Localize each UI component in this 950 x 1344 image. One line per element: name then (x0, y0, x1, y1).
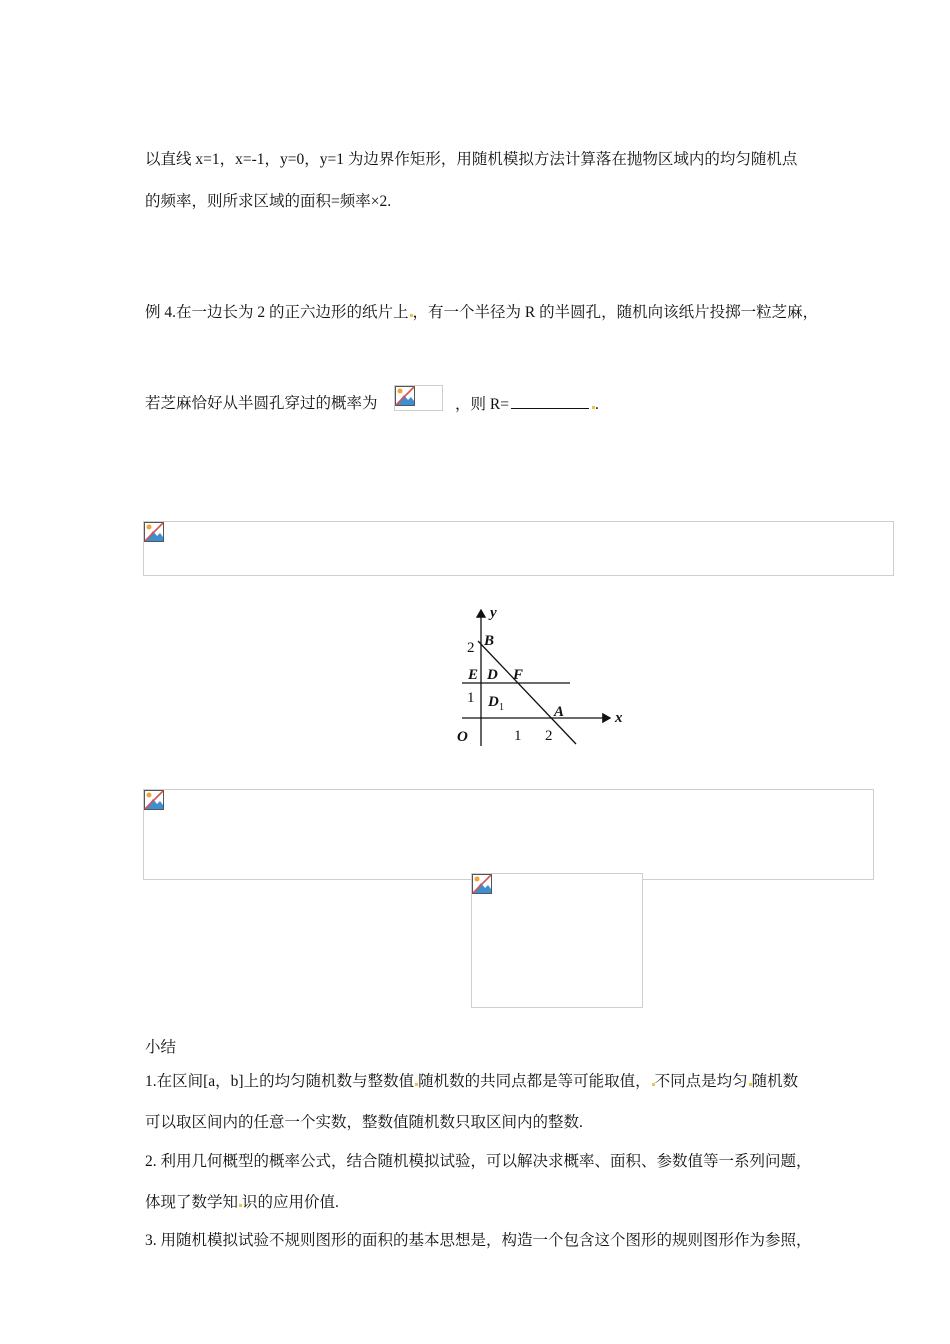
diagonal-line (478, 641, 576, 744)
example-text: ，则 R= (455, 396, 509, 413)
summary-text: 1.在区间[a，b]上的均匀随机数与整数值 (145, 1073, 415, 1090)
summary-text: 随机数 (751, 1073, 799, 1090)
point-f-label: F (513, 667, 524, 683)
summary-title: 小结 (145, 1039, 177, 1056)
solution-image (143, 789, 874, 880)
broken-image-icon (395, 386, 415, 406)
region-d1-subscript: 1 (499, 702, 504, 713)
summary-line: 3. 用随机模拟试验不规则图形的面积的基本思想是，构造一个包含这个图形的规则图形作为参照， (145, 1232, 812, 1249)
region-d1-label: D (488, 694, 499, 710)
paragraph-line: 以直线 x=1，x=-1，y=0，y=1 为边界作矩形，用随机模拟方法计算落在抛物区域内的均匀随机点 (145, 151, 798, 168)
answer-blank[interactable] (511, 394, 589, 409)
summary-line: 可以取区间内的任意一个实数，整数值随机数只取区间内的整数. (145, 1114, 583, 1131)
summary-line (145, 1072, 798, 1092)
point-a-label: A (554, 704, 565, 720)
broken-image-icon (472, 874, 492, 894)
point-d-label: D (487, 667, 498, 683)
origin-label: O (457, 729, 468, 745)
example-text: 例 4.在一边长为 2 的正六边形的纸片上 (145, 304, 409, 321)
example-line (455, 394, 599, 415)
example-line (145, 394, 378, 414)
y-axis-label: y (490, 605, 497, 621)
summary-text: 识的应用价值. (242, 1194, 339, 1211)
tick-x2: 2 (545, 728, 553, 744)
summary-text: 不同点是均匀 (654, 1073, 748, 1090)
solution-image (143, 521, 894, 576)
broken-image-icon (144, 790, 164, 810)
summary-line: 2. 利用几何概型的概率公式，结合随机模拟试验，可以解决求概率、面积、参数值等一系列问题， (145, 1153, 812, 1170)
tick-y2: 2 (467, 640, 475, 656)
summary-text: 随机数的共同点都是等可能取值， (418, 1073, 651, 1090)
summary-text: 体现了数学知 (145, 1194, 239, 1211)
x-axis-label: x (615, 710, 623, 726)
point-b-label: B (484, 633, 495, 649)
solution-image (471, 873, 643, 1008)
example-text: ，有一个半径为 R 的半圆孔，随机向该纸片投掷一粒芝麻， (412, 304, 819, 321)
example-text: . (594, 396, 599, 413)
tick-y1: 1 (467, 690, 475, 706)
example-text: 若芝麻恰好从半圆孔穿过的概率为 (145, 395, 378, 412)
point-e-label: E (468, 667, 479, 683)
summary-line (145, 1193, 339, 1213)
tick-x1: 1 (514, 728, 522, 744)
probability-image (394, 385, 443, 411)
broken-image-icon (144, 522, 164, 542)
example-line (145, 303, 818, 323)
coordinate-figure (440, 598, 640, 758)
paragraph-line: 的频率，则所求区域的面积=频率×2. (145, 193, 392, 210)
